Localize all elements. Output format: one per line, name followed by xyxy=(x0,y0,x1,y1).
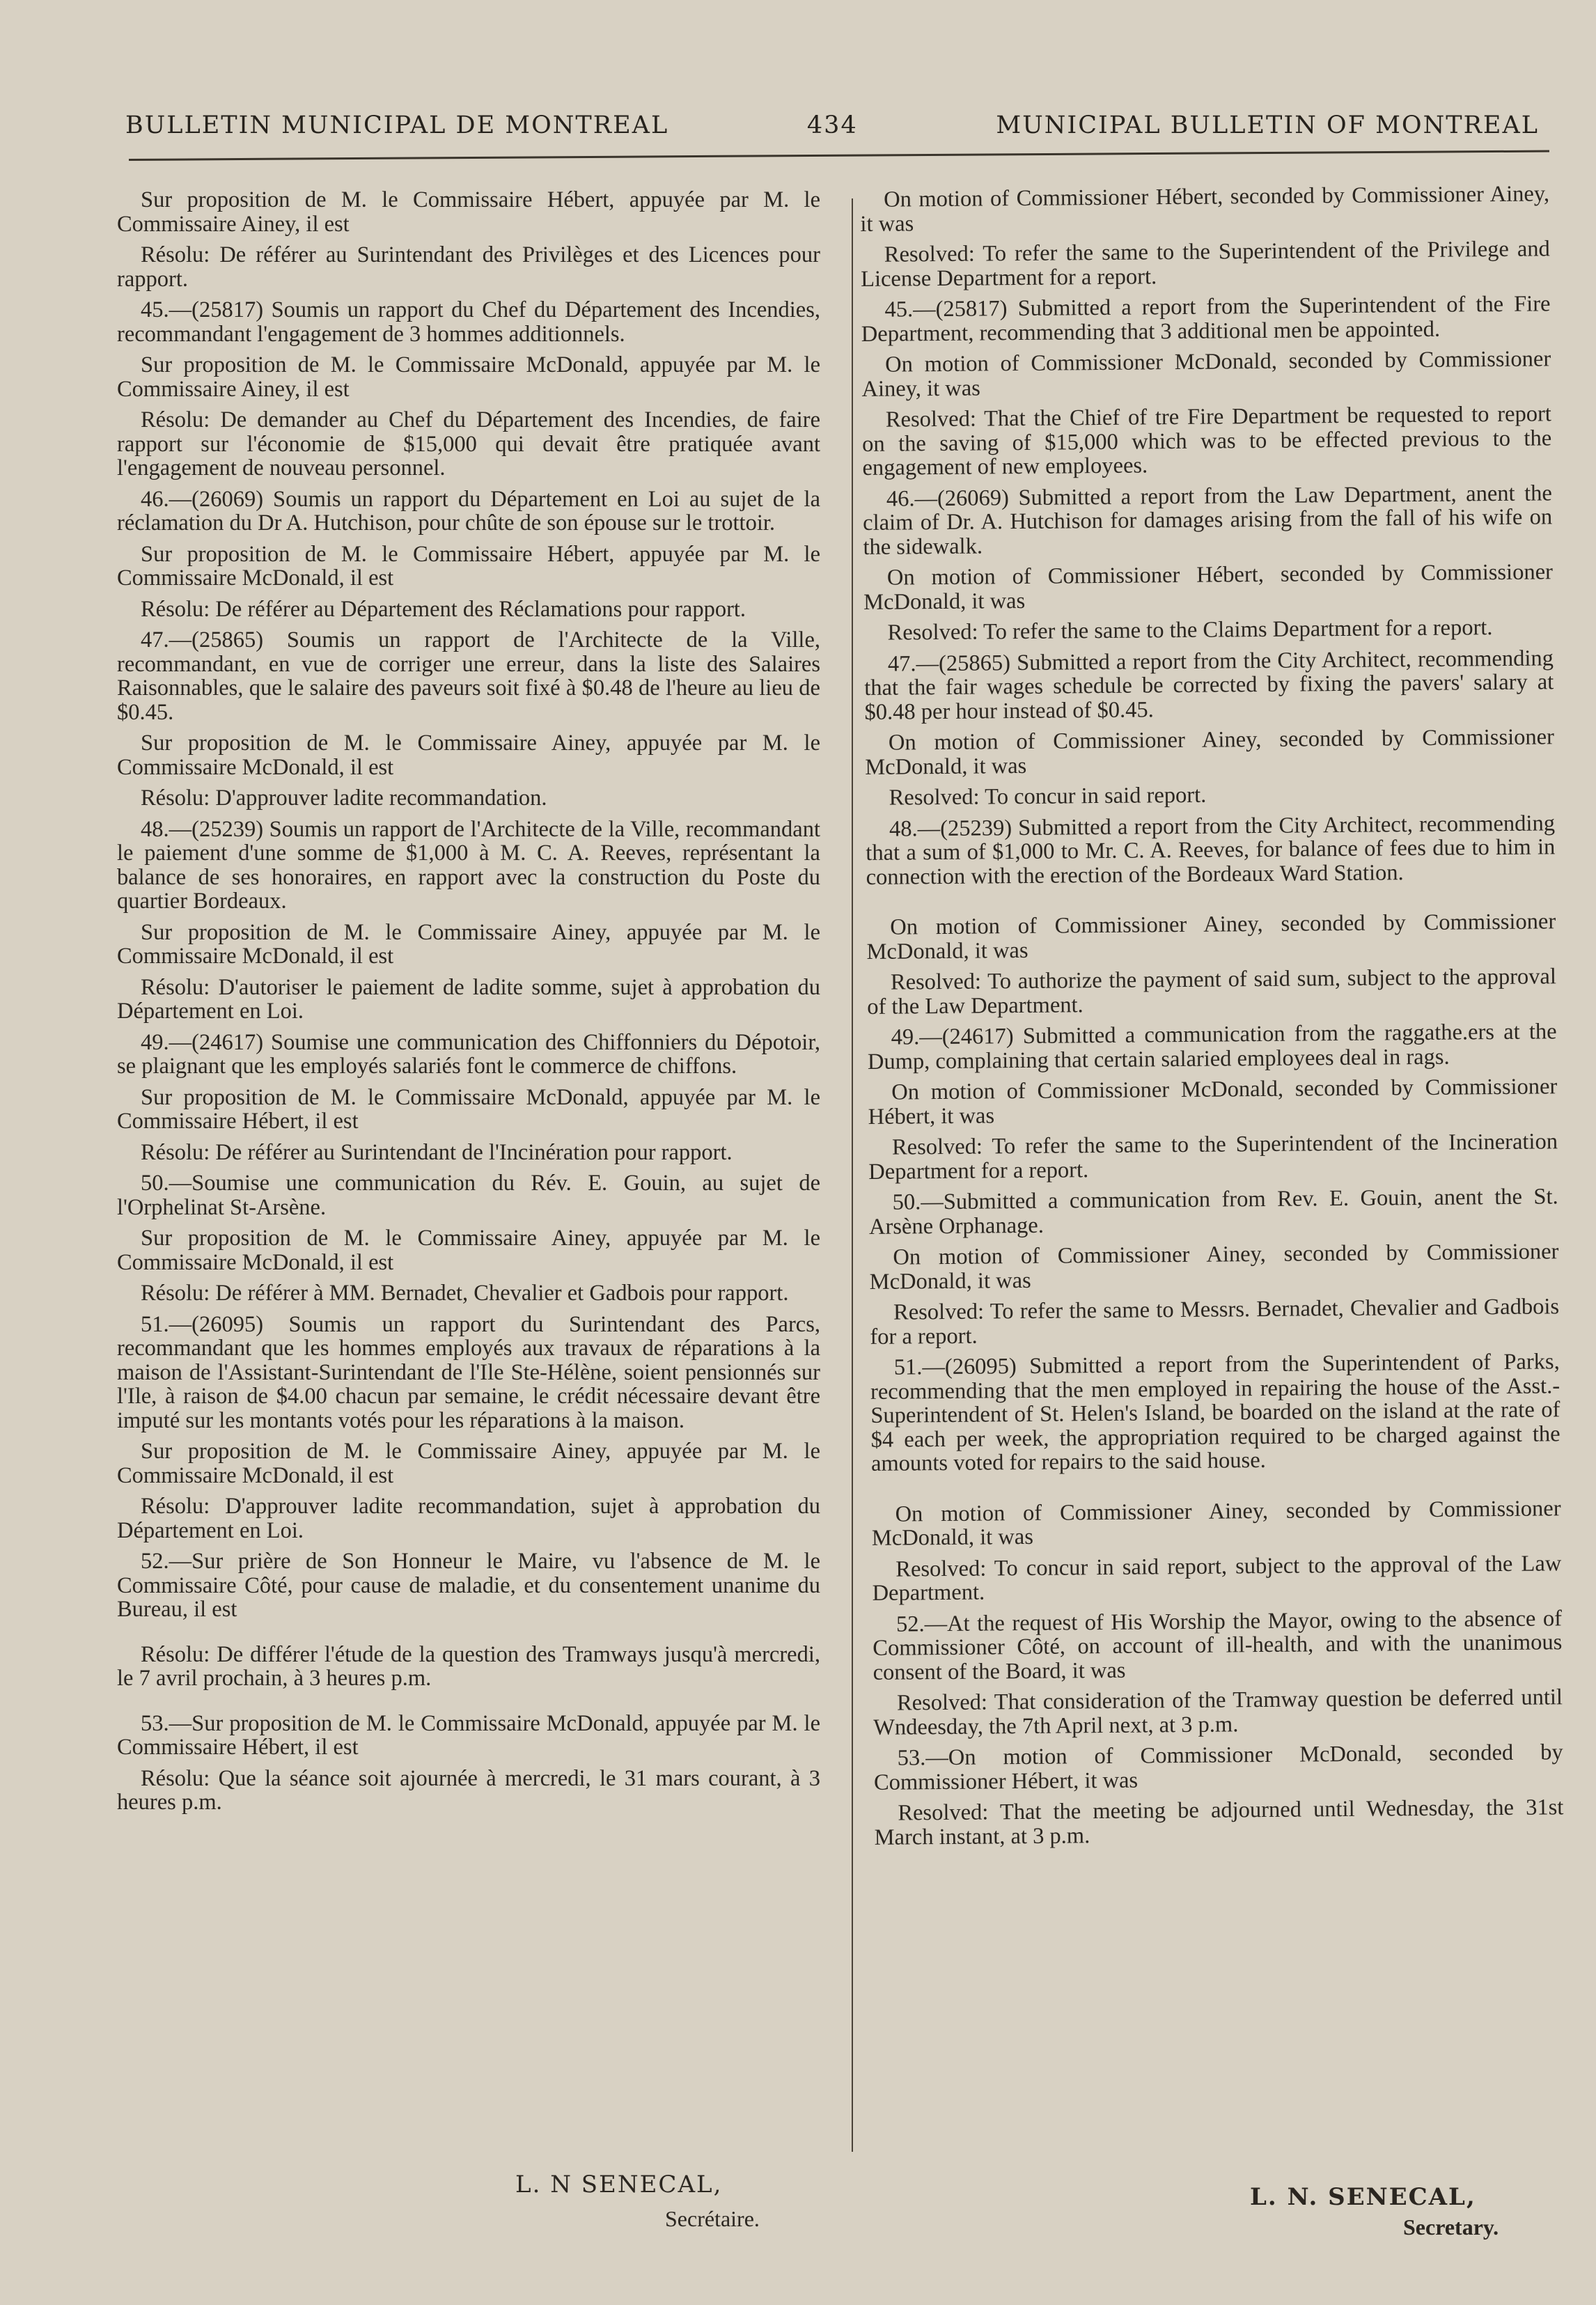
fr-paragraph: 50.—Soumise une communication du Rév. E. Gouin, au sujet de l'Orphelinat St-Arsène. xyxy=(117,1171,820,1220)
en-paragraph: On motion of Commissioner Ainey, seconded by Commissioner McDonald, it was xyxy=(869,1239,1559,1295)
english-column xyxy=(860,182,1564,1857)
signature-title-french: Secrétaire. xyxy=(665,2206,760,2231)
fr-paragraph: Résolu: De référer à MM. Bernadet, Chevalier et Gadbois pour rapport. xyxy=(141,1281,789,1306)
fr-paragraph: Résolu: D'approuver ladite recommandation, sujet à approbation du Département en Loi. xyxy=(117,1494,820,1543)
fr-paragraph: Sur proposition de M. le Commissaire Hébert, appuyée par M. le Commissaire Ainey, il est xyxy=(117,187,820,237)
en-paragraph: 53.—On motion of Commissioner McDonald, seconded by Commissioner Hébert, it was xyxy=(873,1740,1563,1795)
fr-paragraph: 49.—(24617) Soumise une communication des Chiffonniers du Dépotoir, se plaignant que les employés salariés font le commerce de chiffons. xyxy=(117,1029,820,1079)
en-paragraph: On motion of Commissioner Ainey, seconded by Commissioner McDonald, it was xyxy=(865,724,1555,780)
en-paragraph: Resolved: To refer the same to the Superintendent of the Privilege and License Department for a report. xyxy=(860,236,1550,292)
fr-paragraph: Sur proposition de M. le Commissaire McDonald, appuyée par M. le Commissaire Ainey, il est xyxy=(117,352,820,402)
en-paragraph: On motion of Commissioner Ainey, seconded by Commissioner McDonald, it was xyxy=(871,1495,1561,1551)
fr-paragraph: Résolu: De référer au Surintendant de l'Incinération pour rapport. xyxy=(141,1139,733,1165)
fr-paragraph: Résolu: D'autoriser le paiement de ladite somme, sujet à approbation du Département en Loi. xyxy=(117,974,820,1024)
fr-paragraph: 46.—(26069) Soumis un rapport du Département en Loi au sujet de la réclamation du Dr A. Hutchison, pour chûte de son épouse sur le trottoir. xyxy=(117,486,820,536)
fr-paragraph: Résolu: De différer l'étude de la question des Tramways jusqu'à mercredi, le 7 avril prochain, à 3 heures p.m. xyxy=(117,1641,820,1691)
page-header xyxy=(125,104,1539,146)
fr-paragraph: Résolu: De référer au Département des Réclamations pour rapport. xyxy=(141,596,746,622)
en-paragraph: Resolved: To authorize the payment of said sum, subject to the approval of the Law Department. xyxy=(867,964,1557,1019)
en-paragraph: 45.—(25817) Submitted a report from the Superintendent of the Fire Department, recommending that 3 additional men be appointed. xyxy=(861,291,1551,347)
en-paragraph: Resolved: That consideration of the Tramway question be deferred until Wndeesday, the 7th April next, at 3 p.m. xyxy=(873,1685,1563,1740)
fr-paragraph: Sur proposition de M. le Commissaire Ainey, appuyée par M. le Commissaire McDonald, il est xyxy=(117,1226,820,1275)
fr-paragraph: Sur proposition de M. le Commissaire McDonald, appuyée par M. le Commissaire Hébert, il est xyxy=(117,1084,820,1134)
en-paragraph: On motion of Commissioner Hébert, seconded by Commissioner McDonald, it was xyxy=(863,559,1554,615)
en-paragraph: Resolved: That the meeting be adjourned until Wednesday, the 31st March instant, at 3 p.m. xyxy=(874,1795,1564,1850)
french-column xyxy=(117,188,820,1822)
fr-paragraph: 48.—(25239) Soumis un rapport de l'Architecte de la Ville, recommandant le paiement d'une somme de $1,000 à M. C. A. Reeves, représentant la balance de ses honoraires, en rapport avec la construction du Poste du quartier Bordeaux. xyxy=(117,816,820,914)
en-paragraph: Resolved: To concur in said report. xyxy=(889,782,1207,811)
fr-paragraph: 53.—Sur proposition de M. le Commissaire McDonald, appuyée par M. le Commissaire Hébert, il est xyxy=(117,1710,820,1760)
fr-paragraph: Sur proposition de M. le Commissaire Ainey, appuyée par M. le Commissaire McDonald, il est xyxy=(117,1439,820,1488)
en-paragraph: Resolved: To concur in said report, subject to the approval of the Law Department. xyxy=(872,1550,1562,1606)
en-paragraph: 50.—Submitted a communication from Rev. E. Gouin, anent the St. Arsène Orphanage. xyxy=(868,1184,1558,1240)
en-paragraph: 49.—(24617) Submitted a communication from the raggathe.ers at the Dump, complaining that certain salaried employees deal in rags. xyxy=(867,1019,1557,1075)
en-paragraph: Resolved: To refer the same to Messrs. Bernadet, Chevalier and Gadbois for a report. xyxy=(870,1294,1560,1350)
fr-paragraph: Résolu: De référer au Surintendant des Privilèges et des Licences pour rapport. xyxy=(117,242,820,292)
header-english-title: MUNICIPAL BULLETIN OF MONTREAL xyxy=(996,111,1539,139)
column-divider xyxy=(852,198,853,2152)
signature-name-french: L. N SENECAL, xyxy=(515,2171,723,2198)
en-paragraph: 48.—(25239) Submitted a report from the City Architect, recommending that a sum of $1,000 to Mr. C. A. Reeves, for balance of fees due to him in connection with the erection of the Bordeaux Ward Station. xyxy=(866,810,1556,890)
fr-paragraph: Résolu: D'approuver ladite recommandation. xyxy=(141,786,547,811)
fr-paragraph: 51.—(26095) Soumis un rapport du Surintendant des Parcs, recommandant que les hommes employés aux travaux de réparations à la maison de l'Assistant-Surintendant de l'Ile Ste-Hélène, soient pensionnés sur l'Ile, à raison de $4.00 chacun par semaine, le crédit nécessaire devant être imputé sur les montants votés pour les réparations à la maison. xyxy=(117,1311,820,1433)
en-paragraph: Resolved: To refer the same to the Claims Department for a report. xyxy=(887,615,1493,646)
header-french-title: BULLETIN MUNICIPAL DE MONTREAL xyxy=(125,111,669,139)
en-paragraph: 46.—(26069) Submitted a report from the Law Department, anent the claim of Dr. A. Hutchison for damages arising from the fall of his wife on the sidewalk. xyxy=(863,480,1553,560)
en-paragraph: On motion of Commissioner McDonald, seconded by Commissioner Ainey, it was xyxy=(861,346,1551,402)
fr-paragraph: Sur proposition de M. le Commissaire Ainey, appuyée par M. le Commissaire McDonald, il est xyxy=(117,919,820,969)
en-paragraph: 51.—(26095) Submitted a report from the Superintendent of Parks, recommending that the men employed in repairing the house of the Asst.-Superintendent of St. Helen's Island, be boarded on the island at the rate of $4 each per week, the appropriation required to be charged against the amounts voted for repairs to the said house. xyxy=(870,1349,1560,1476)
fr-paragraph: 45.—(25817) Soumis un rapport du Chef du Département des Incendies, recommandant l'engagement de 3 hommes additionnels. xyxy=(117,297,820,347)
fr-paragraph: Résolu: Que la séance soit ajournée à mercredi, le 31 mars courant, à 3 heures p.m. xyxy=(117,1765,820,1815)
fr-paragraph: 47.—(25865) Soumis un rapport de l'Architecte de la Ville, recommandant, en vue de corriger une erreur, dans la liste des Salaires Raisonnables, que le salaire des paveurs soit fixé à $0.48 de l'heure au lieu de $0.45. xyxy=(117,627,820,725)
en-paragraph: 47.—(25865) Submitted a report from the City Architect, recommending that the fair wages schedule be corrected by fixing the pavers' salary at $0.48 per hour instead of $0.45. xyxy=(864,645,1554,725)
en-paragraph: Resolved: To refer the same to the Superintendent of the Incineration Department for a report. xyxy=(868,1129,1558,1185)
en-paragraph: 52.—At the request of His Worship the Mayor, owing to the absence of Commissioner Côté, on account of ill-health, and with the unanimous consent of the Board, it was xyxy=(873,1605,1563,1685)
en-paragraph: Resolved: That the Chief of tre Fire Department be requested to report on the saving of $15,000 which was to be effected previous to the engagement of new employees. xyxy=(862,401,1552,480)
signature-name-english: L. N. SENECAL, xyxy=(1250,2183,1476,2211)
header-rule xyxy=(129,150,1549,161)
signature-title-english: Secretary. xyxy=(1403,2214,1499,2240)
fr-paragraph: Sur proposition de M. le Commissaire Ainey, appuyée par M. le Commissaire McDonald, il est xyxy=(117,730,820,780)
en-paragraph: On motion of Commissioner Ainey, seconded by Commissioner McDonald, it was xyxy=(866,909,1556,964)
en-paragraph: On motion of Commissioner Hébert, seconded by Commissioner Ainey, it was xyxy=(860,181,1550,237)
fr-paragraph: Sur proposition de M. le Commissaire Hébert, appuyée par M. le Commissaire McDonald, il est xyxy=(117,541,820,591)
fr-paragraph: Résolu: De demander au Chef du Département des Incendies, de faire rapport sur l'économie de $15,000 qui devait être pratiquée avant l'engagement de nouveau personnel. xyxy=(117,407,820,480)
page-number: 434 xyxy=(806,111,858,139)
fr-paragraph: 52.—Sur prière de Son Honneur le Maire, vu l'absence de M. le Commissaire Côté, pour cause de maladie, et du consentement unanime du Bureau, il est xyxy=(117,1549,820,1622)
en-paragraph: On motion of Commissioner McDonald, seconded by Commissioner Hébert, it was xyxy=(868,1074,1558,1130)
